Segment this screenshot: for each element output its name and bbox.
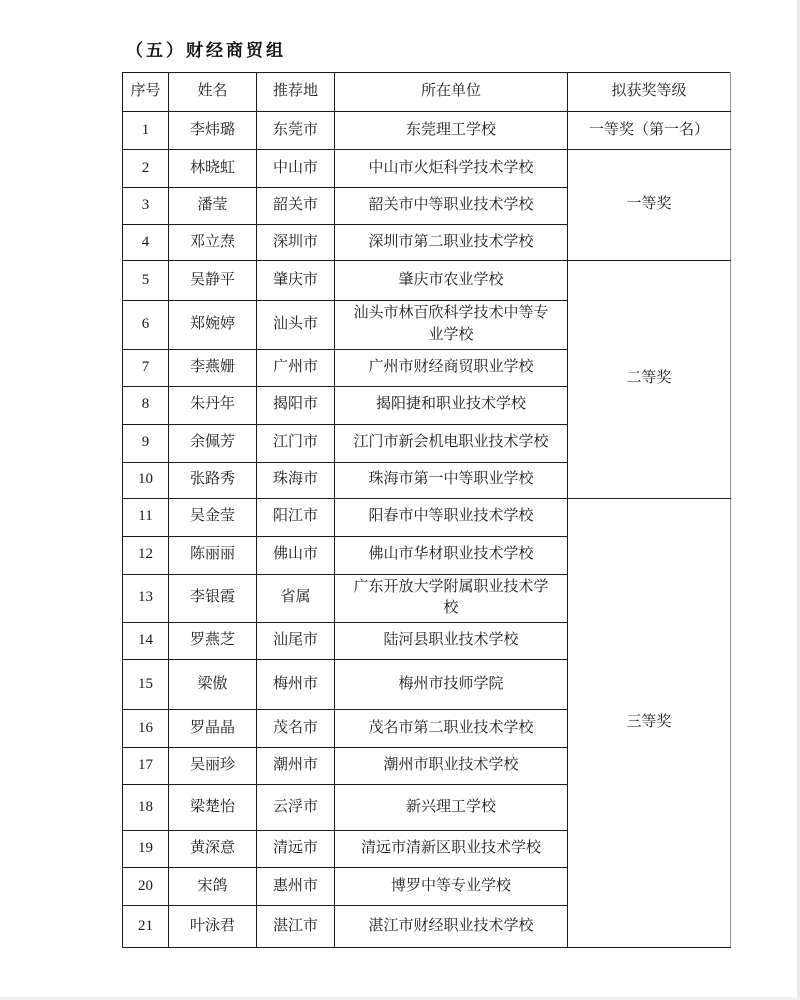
- cell-no: 17: [123, 748, 169, 785]
- cell-award: 一等奖（第一名）: [568, 112, 731, 150]
- cell-place: 韶关市: [257, 188, 335, 225]
- cell-unit: 茂名市第二职业技术学校: [335, 710, 568, 748]
- cell-unit: 潮州市职业技术学校: [335, 748, 568, 785]
- cell-no: 7: [123, 349, 169, 386]
- cell-name: 陈丽丽: [169, 536, 257, 574]
- table-row: [123, 112, 731, 150]
- cell-unit: 东莞理工学校: [335, 112, 568, 150]
- cell-place: 阳江市: [257, 498, 335, 536]
- cell-place: 广州市: [257, 349, 335, 386]
- cell-no: 1: [123, 112, 169, 150]
- cell-no: 16: [123, 710, 169, 748]
- cell-unit: 阳春市中等职业技术学校: [335, 498, 568, 536]
- cell-unit: 江门市新会机电职业技术学校: [335, 424, 568, 462]
- cell-name: 吴静平: [169, 261, 257, 301]
- cell-name: 林晓虹: [169, 150, 257, 188]
- cell-name: 李炜璐: [169, 112, 257, 150]
- cell-unit: 深圳市第二职业技术学校: [335, 225, 568, 261]
- cell-place: 清远市: [257, 831, 335, 868]
- cell-place: 汕头市: [257, 301, 335, 350]
- cell-award: 一等奖: [568, 150, 731, 261]
- cell-place: 江门市: [257, 424, 335, 462]
- cell-unit: 广东开放大学附属职业技术学校: [335, 574, 568, 623]
- cell-unit: 梅州市技师学院: [335, 660, 568, 710]
- cell-name: 李燕姗: [169, 349, 257, 386]
- cell-unit: 汕头市林百欣科学技术中等专业学校: [335, 301, 568, 350]
- cell-place: 省属: [257, 574, 335, 623]
- table-header-row: [123, 73, 731, 112]
- cell-no: 21: [123, 906, 169, 948]
- cell-award: 二等奖: [568, 261, 731, 499]
- cell-name: 梁楚怡: [169, 785, 257, 831]
- cell-no: 19: [123, 831, 169, 868]
- cell-unit: 珠海市第一中等职业学校: [335, 462, 568, 498]
- cell-name: 罗燕芝: [169, 623, 257, 660]
- header-place: 推荐地: [257, 73, 335, 112]
- cell-place: 佛山市: [257, 536, 335, 574]
- cell-name: 吴丽珍: [169, 748, 257, 785]
- cell-place: 云浮市: [257, 785, 335, 831]
- cell-unit: 佛山市华材职业技术学校: [335, 536, 568, 574]
- cell-place: 肇庆市: [257, 261, 335, 301]
- cell-unit: 清远市清新区职业技术学校: [335, 831, 568, 868]
- cell-name: 潘莹: [169, 188, 257, 225]
- cell-name: 郑婉婷: [169, 301, 257, 350]
- cell-unit: 肇庆市农业学校: [335, 261, 568, 301]
- cell-name: 张路秀: [169, 462, 257, 498]
- cell-place: 汕尾市: [257, 623, 335, 660]
- cell-no: 15: [123, 660, 169, 710]
- section-title: （五）财经商贸组: [126, 41, 286, 60]
- cell-name: 叶泳君: [169, 906, 257, 948]
- cell-place: 东莞市: [257, 112, 335, 150]
- award-table: [122, 72, 731, 948]
- cell-unit: 湛江市财经职业技术学校: [335, 906, 568, 948]
- cell-name: 罗晶晶: [169, 710, 257, 748]
- header-award: 拟获奖等级: [568, 73, 731, 112]
- table-row: [123, 498, 731, 536]
- header-unit: 所在单位: [335, 73, 568, 112]
- cell-name: 朱丹年: [169, 386, 257, 424]
- cell-no: 20: [123, 868, 169, 906]
- cell-name: 余佩芳: [169, 424, 257, 462]
- cell-unit: 陆河县职业技术学校: [335, 623, 568, 660]
- cell-place: 湛江市: [257, 906, 335, 948]
- cell-unit: 广州市财经商贸职业学校: [335, 349, 568, 386]
- cell-award: 三等奖: [568, 498, 731, 948]
- cell-place: 潮州市: [257, 748, 335, 785]
- cell-no: 14: [123, 623, 169, 660]
- header-no: 序号: [123, 73, 169, 112]
- cell-name: 黄深意: [169, 831, 257, 868]
- cell-place: 惠州市: [257, 868, 335, 906]
- cell-unit: 博罗中等专业学校: [335, 868, 568, 906]
- cell-place: 中山市: [257, 150, 335, 188]
- cell-no: 11: [123, 498, 169, 536]
- cell-name: 邓立焘: [169, 225, 257, 261]
- cell-no: 12: [123, 536, 169, 574]
- cell-unit: 中山市火炬科学技术学校: [335, 150, 568, 188]
- cell-no: 5: [123, 261, 169, 301]
- header-name: 姓名: [169, 73, 257, 112]
- cell-unit: 揭阳捷和职业技术学校: [335, 386, 568, 424]
- cell-no: 8: [123, 386, 169, 424]
- table-row: [123, 261, 731, 301]
- cell-name: 吴金莹: [169, 498, 257, 536]
- cell-name: 宋鸽: [169, 868, 257, 906]
- cell-no: 2: [123, 150, 169, 188]
- cell-no: 18: [123, 785, 169, 831]
- cell-place: 梅州市: [257, 660, 335, 710]
- cell-name: 梁傲: [169, 660, 257, 710]
- award-table-body: [123, 112, 731, 948]
- cell-name: 李银霞: [169, 574, 257, 623]
- cell-no: 6: [123, 301, 169, 350]
- cell-place: 揭阳市: [257, 386, 335, 424]
- cell-no: 10: [123, 462, 169, 498]
- cell-place: 珠海市: [257, 462, 335, 498]
- table-row: [123, 150, 731, 188]
- cell-place: 茂名市: [257, 710, 335, 748]
- cell-unit: 新兴理工学校: [335, 785, 568, 831]
- cell-no: 3: [123, 188, 169, 225]
- cell-place: 深圳市: [257, 225, 335, 261]
- cell-no: 13: [123, 574, 169, 623]
- cell-no: 4: [123, 225, 169, 261]
- cell-no: 9: [123, 424, 169, 462]
- cell-unit: 韶关市中等职业技术学校: [335, 188, 568, 225]
